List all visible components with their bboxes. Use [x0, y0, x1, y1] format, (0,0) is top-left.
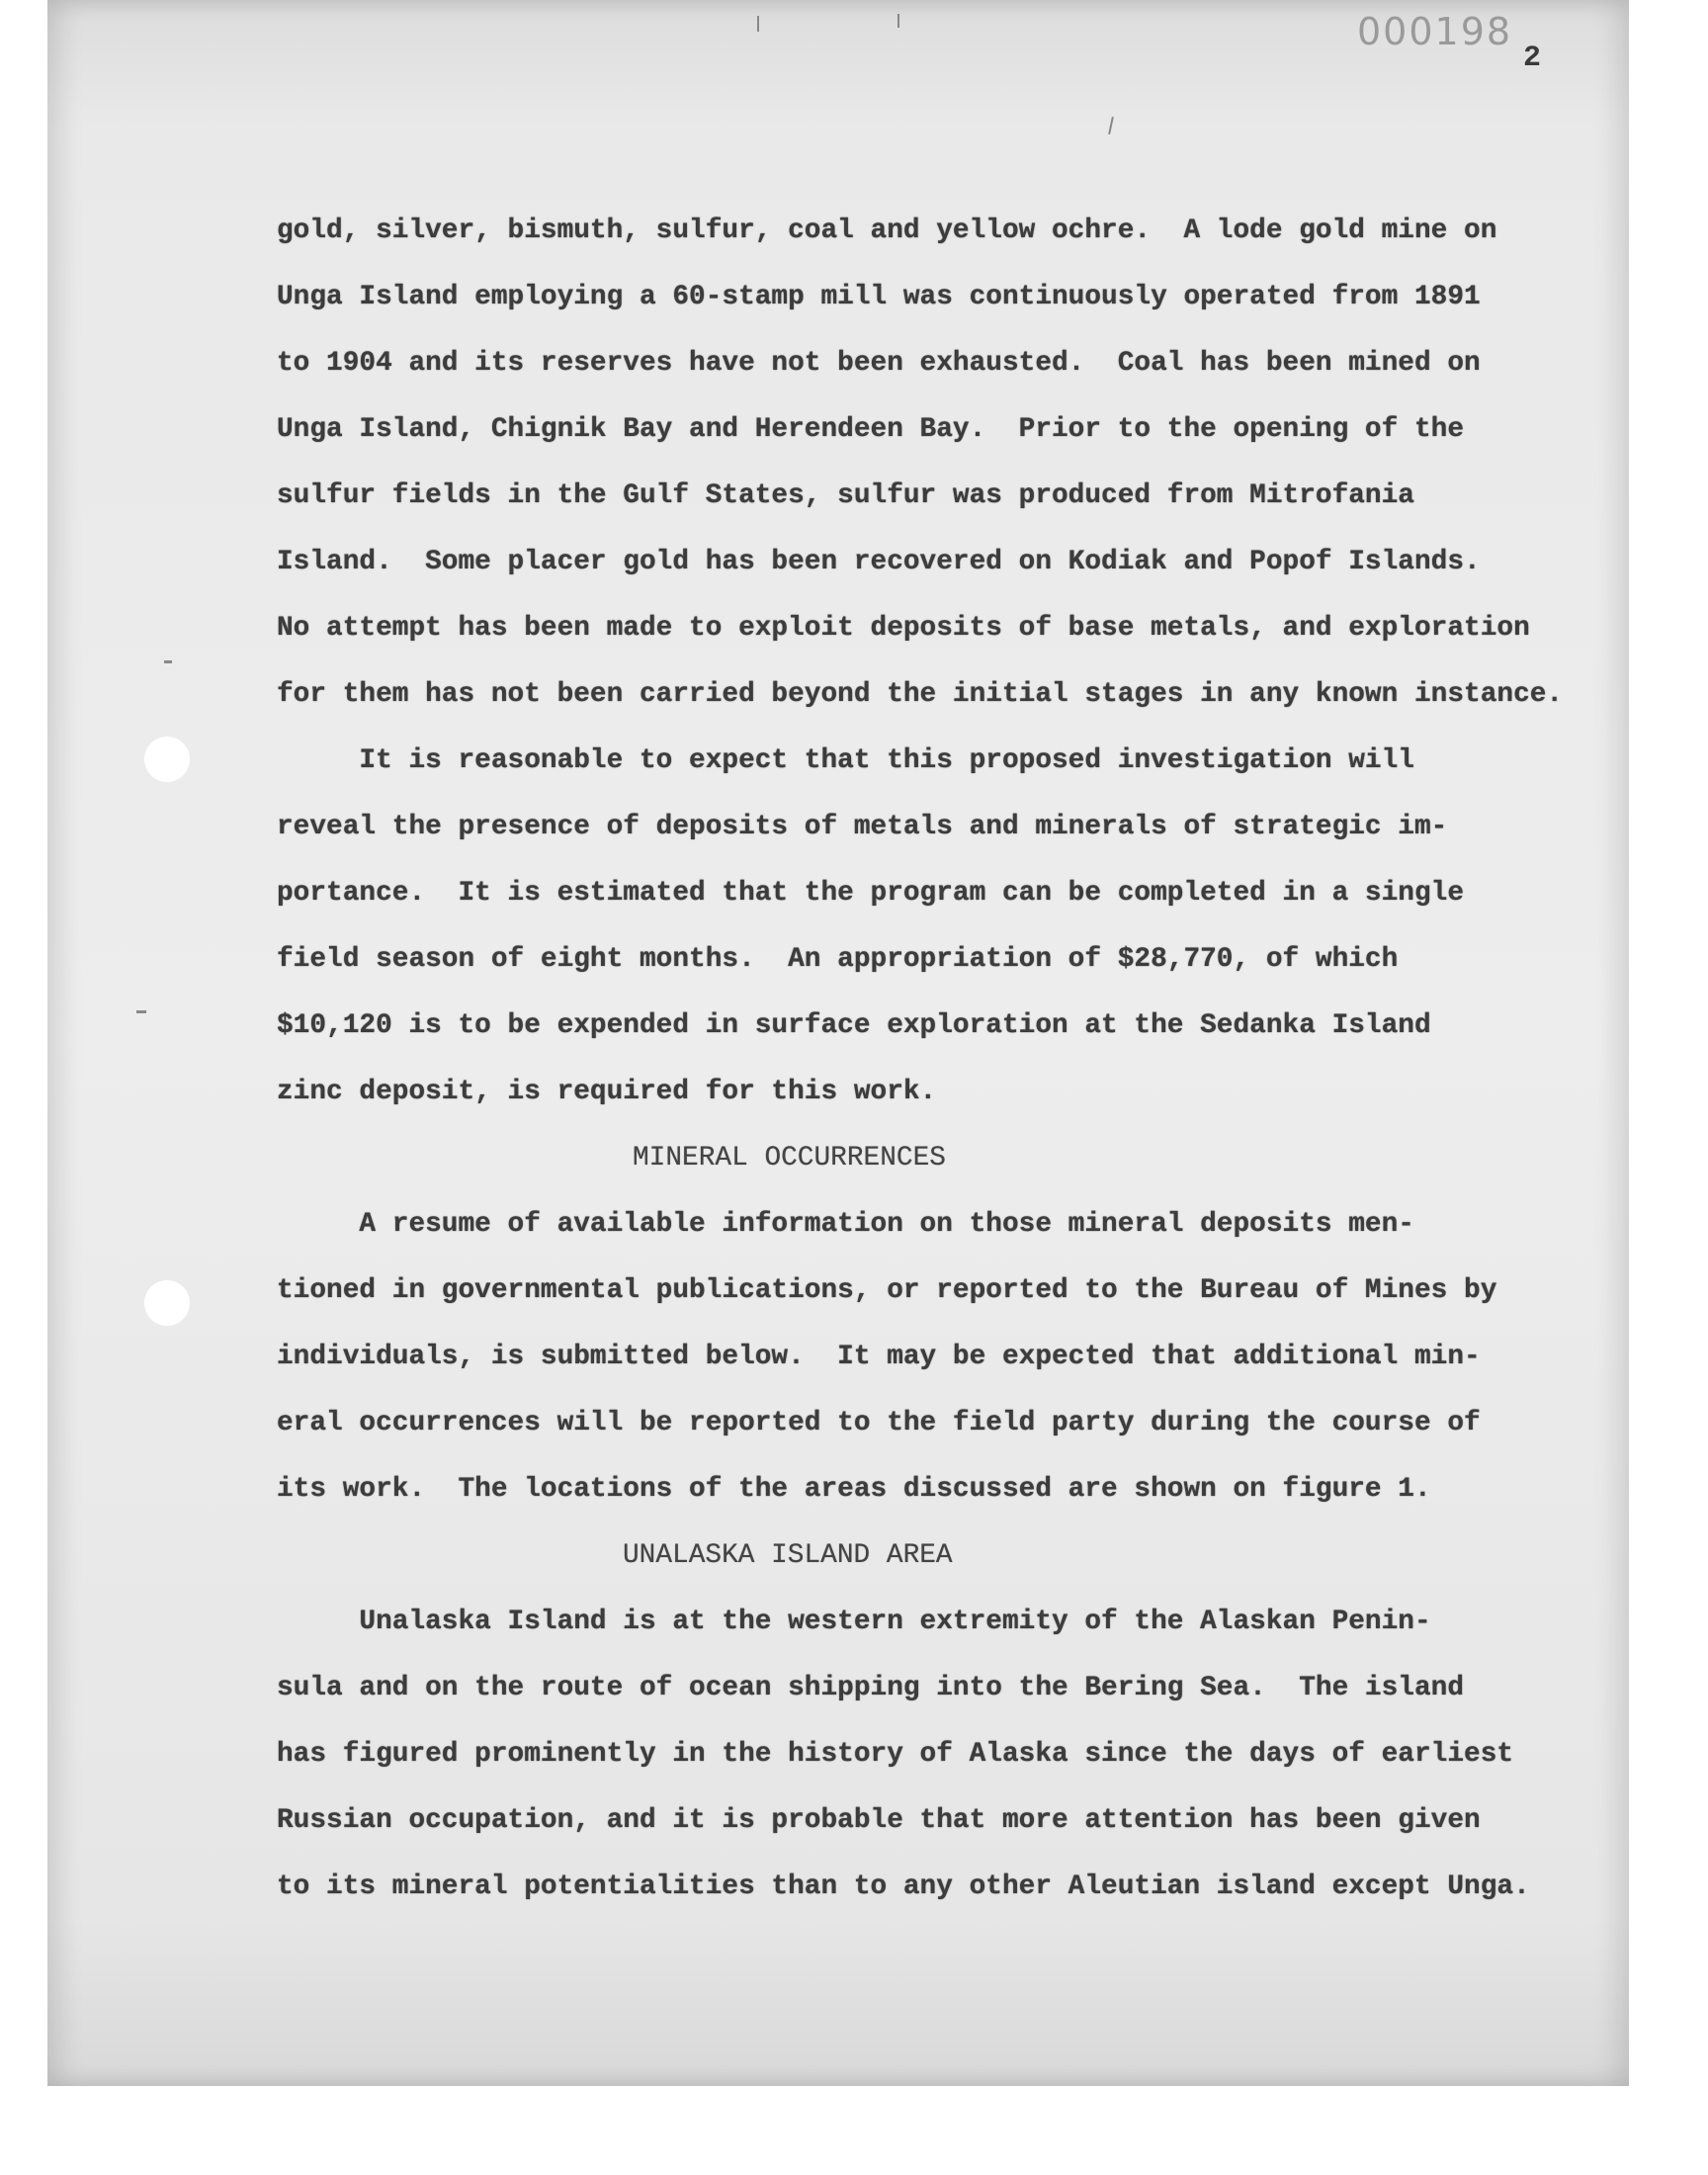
- punch-hole-upper: [144, 737, 190, 782]
- paragraph-mineral-occurrences: [277, 1191, 1572, 1522]
- paragraph-appropriation: [277, 728, 1572, 1125]
- text-line: to its mineral potentialities than to any other Aleutian island except Unga.: [277, 1871, 1530, 1902]
- text-line: Unalaska Island is at the western extremity of the Alaskan Penin-: [277, 1607, 1431, 1637]
- document-body: [277, 198, 1572, 1920]
- text-line: gold, silver, bismuth, sulfur, coal and yellow ochre. A lode gold mine on: [277, 216, 1497, 246]
- text-line: eral occurrences will be reported to the field party during the course of: [277, 1408, 1481, 1438]
- text-line: It is reasonable to expect that this proposed investigation will: [277, 745, 1414, 776]
- text-line: reveal the presence of deposits of metals and minerals of strategic im-: [277, 812, 1448, 842]
- text-line: Unga Island employing a 60-stamp mill was continuously operated from 1891: [277, 282, 1481, 312]
- text-line: tioned in governmental publications, or reported to the Bureau of Mines by: [277, 1275, 1497, 1306]
- text-line: sula and on the route of ocean shipping into the Bering Sea. The island: [277, 1673, 1465, 1703]
- text-line: portance. It is estimated that the program can be completed in a single: [277, 878, 1465, 909]
- text-line: Island. Some placer gold has been recovered on Kodiak and Popof Islands.: [277, 547, 1481, 577]
- text-line: its work. The locations of the areas discussed are shown on figure 1.: [277, 1474, 1431, 1505]
- text-line: field season of eight months. An appropriation of $28,770, of which: [277, 944, 1399, 975]
- page-number: 2: [1523, 42, 1542, 75]
- scratch-mark: [1108, 117, 1114, 134]
- punch-hole-lower: [144, 1280, 190, 1326]
- text-line: has figured prominently in the history of Alaska since the days of earliest: [277, 1739, 1514, 1770]
- scratch-mark: [164, 660, 172, 663]
- section-heading-mineral-occurrences: MINERAL OCCURRENCES: [633, 1143, 946, 1174]
- text-line: sulfur fields in the Gulf States, sulfur was produced from Mitrofania: [277, 480, 1414, 511]
- text-line: No attempt has been made to exploit deposits of base metals, and exploration: [277, 613, 1530, 644]
- section-heading-unalaska-island-area: UNALASKA ISLAND AREA: [623, 1540, 953, 1571]
- paragraph-intro: [277, 198, 1572, 728]
- text-line: Russian occupation, and it is probable that more attention has been given: [277, 1805, 1481, 1836]
- scratch-mark: [757, 16, 759, 32]
- text-line: for them has not been carried beyond the initial stages in any known instance.: [277, 679, 1564, 710]
- text-line: $10,120 is to be expended in surface exploration at the Sedanka Island: [277, 1010, 1431, 1041]
- text-line: to 1904 and its reserves have not been exhausted. Coal has been mined on: [277, 348, 1481, 379]
- text-line: zinc deposit, is required for this work.: [277, 1077, 937, 1107]
- archive-stamp-number: 000198: [1357, 10, 1513, 53]
- text-line: Unga Island, Chignik Bay and Herendeen Bay. Prior to the opening of the: [277, 414, 1465, 445]
- text-line: A resume of available information on those mineral deposits men-: [277, 1209, 1414, 1240]
- scratch-mark: [897, 14, 899, 28]
- text-line: individuals, is submitted below. It may be expected that additional min-: [277, 1342, 1481, 1372]
- paragraph-unalaska: [277, 1589, 1572, 1920]
- scratch-mark: [136, 1010, 146, 1013]
